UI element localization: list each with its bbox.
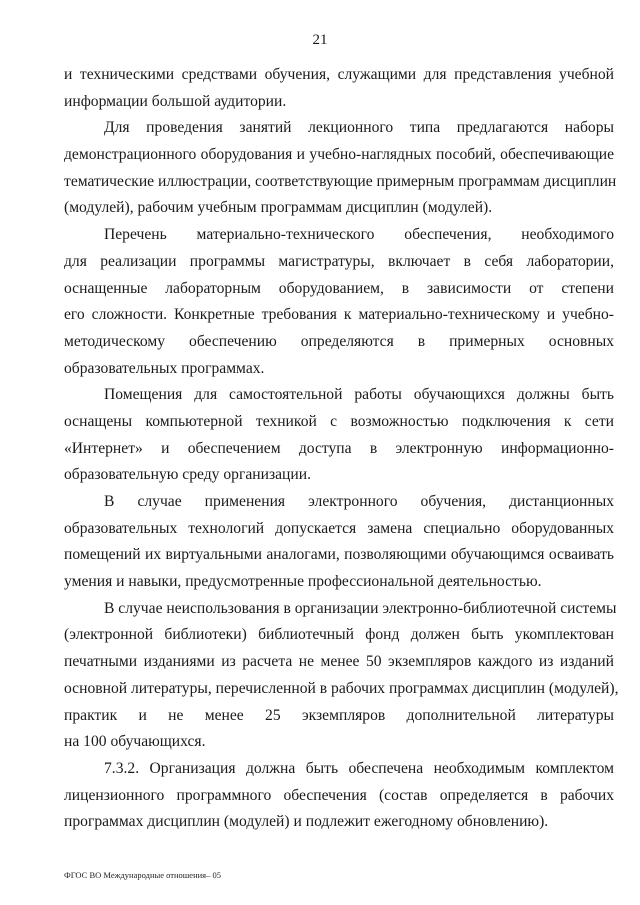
text-line: на 100 обучающихся.: [64, 733, 206, 751]
text-line: программах дисциплин (модулей) и подлежит ежегодному обновлению).: [64, 813, 549, 831]
text-line: и техническими средствами обучения, служащими для представления учебной: [64, 66, 614, 83]
text-line: В случае неиспользования в организации электронно-библиотечной системы: [104, 599, 617, 617]
text-line: информации большой аудитории.: [64, 92, 287, 110]
paragraph: [64, 382, 614, 489]
paragraph: [64, 62, 614, 115]
text-line: (модулей), рабочим учебным программам дисциплин (модулей).: [64, 199, 493, 217]
text-line: «Интернет» и обеспечением доступа в электронную информационно-: [64, 439, 614, 457]
text-line: тематические иллюстрации, соответствующие примерным программам дисциплин: [64, 172, 617, 190]
text-line: образовательных технологий допускается замена специально оборудованных: [64, 519, 614, 537]
document-body: [64, 62, 619, 836]
text-line: основной литературы, перечисленной в рабочих программах дисциплин (модулей),: [64, 679, 619, 697]
text-line: 7.3.2. Организация должна быть обеспечена необходимым комплектом: [104, 759, 614, 777]
text-line: демонстрационного оборудования и учебно-наглядных пособий, обеспечивающие: [64, 146, 614, 164]
text-line: печатными изданиями из расчета не менее 50 экземпляров каждого из изданий: [64, 653, 614, 671]
text-line: оснащены компьютерной техникой с возможностью подключения к сети: [64, 412, 614, 430]
paragraph: [64, 596, 619, 756]
paragraph: [64, 756, 614, 836]
text-line: (электронной библиотеки) библиотечный фонд должен быть укомплектован: [64, 626, 614, 644]
text-line: В случае применения электронного обучения, дистанционных: [104, 493, 614, 510]
text-line: оснащенные лабораторным оборудованием, в зависимости от степени: [64, 279, 614, 297]
document-footer: ФГОС ВО Международные отношения– 05: [64, 870, 221, 880]
text-line: Для проведения занятий лекционного типа предлагаются наборы: [104, 119, 614, 137]
text-line: для реализации программы магистратуры, включает в себя лаборатории,: [64, 252, 614, 270]
text-line: практик и не менее 25 экземпляров дополнительной литературы: [64, 706, 614, 724]
text-line: Перечень материально-технического обеспечения, необходимого: [104, 226, 614, 244]
text-line: умения и навыки, предусмотренные профессиональной деятельностью.: [64, 573, 542, 591]
text-line: лицензионного программного обеспечения (состав определяется в рабочих: [64, 786, 614, 804]
paragraph: [64, 115, 617, 222]
paragraph: [64, 222, 614, 382]
text-line: образовательную среду организации.: [64, 466, 311, 484]
text-line: помещений их виртуальными аналогами, позволяющими обучающимся осваивать: [64, 546, 614, 564]
text-line: образовательных программах.: [64, 359, 265, 377]
text-line: его сложности. Конкретные требования к материально-техническому и учебно-: [64, 306, 614, 324]
paragraph: [64, 489, 614, 596]
text-line: Помещения для самостоятельной работы обучающихся должны быть: [104, 386, 614, 404]
text-line: методическому обеспечению определяются в примерных основных: [64, 332, 614, 350]
page-number: 21: [312, 32, 328, 48]
